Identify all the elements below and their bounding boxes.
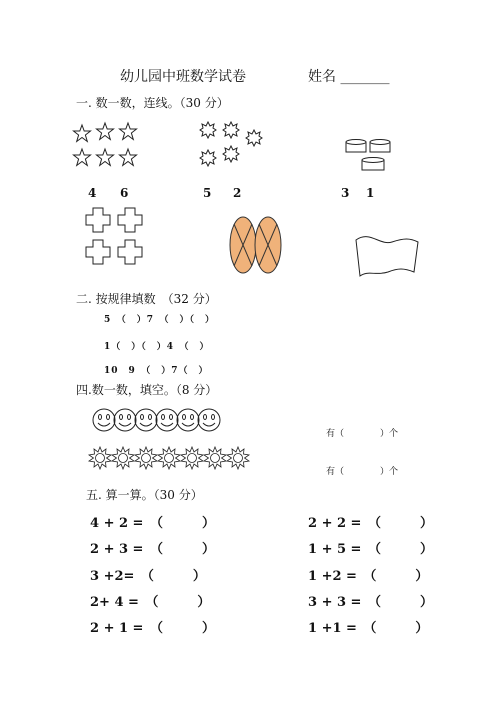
cross-block-icons [84, 204, 154, 274]
equation-right[interactable]: 2 + 2 = （ ） [308, 516, 433, 531]
burst-icons [198, 120, 268, 170]
equation-right[interactable]: 1 + 5 = （ ） [308, 542, 433, 557]
equation-left[interactable]: 2 + 1 = （ ） [90, 621, 215, 636]
sequence-row[interactable]: 1（ ）（ ）4 （ ） [104, 342, 210, 352]
equation-left[interactable]: 4 + 2 = （ ） [90, 516, 215, 531]
crossed-oval-icons [226, 212, 286, 282]
count-number: 3 [341, 186, 350, 200]
count-number: 6 [120, 186, 129, 200]
count-number: 1 [366, 186, 375, 200]
count-number: 5 [203, 186, 212, 200]
equation-left[interactable]: 2+ 4 = （ ） [90, 595, 211, 610]
flag-icon [352, 230, 422, 280]
sequence-row[interactable]: 10 9 （ ）7（ ） [104, 366, 209, 376]
page-title: 幼儿园中班数学试卷 [120, 69, 246, 85]
cylinder-icons [344, 138, 414, 178]
name-field-label[interactable]: 姓名 _______ [308, 69, 390, 85]
section4-heading: 五. 算一算。（30 分） [86, 488, 203, 502]
count-answer-2[interactable]: 有（ ）个 [326, 467, 399, 477]
count-number: 2 [233, 186, 242, 200]
sequence-row[interactable]: 5 （ ）7 （ ）（ ） [104, 315, 216, 325]
star-icons [70, 120, 150, 170]
equation-left[interactable]: 3 +2= （ ） [90, 569, 206, 584]
sun-icons [88, 444, 253, 474]
count-number: 4 [88, 186, 97, 200]
section3-heading: 四.数一数，填空。（8 分） [76, 383, 218, 397]
equation-right[interactable]: 1 +1 = （ ） [308, 621, 429, 636]
smiley-face-icons [92, 406, 232, 436]
count-answer-1[interactable]: 有（ ）个 [326, 429, 399, 439]
section2-heading: 二. 按规律填数 （32 分） [76, 292, 217, 306]
section1-heading: 一. 数一数，连线。（30 分） [76, 96, 229, 110]
equation-left[interactable]: 2 + 3 = （ ） [90, 542, 215, 557]
equation-right[interactable]: 1 +2 = （ ） [308, 569, 429, 584]
equation-right[interactable]: 3 + 3 = （ ） [308, 595, 433, 610]
